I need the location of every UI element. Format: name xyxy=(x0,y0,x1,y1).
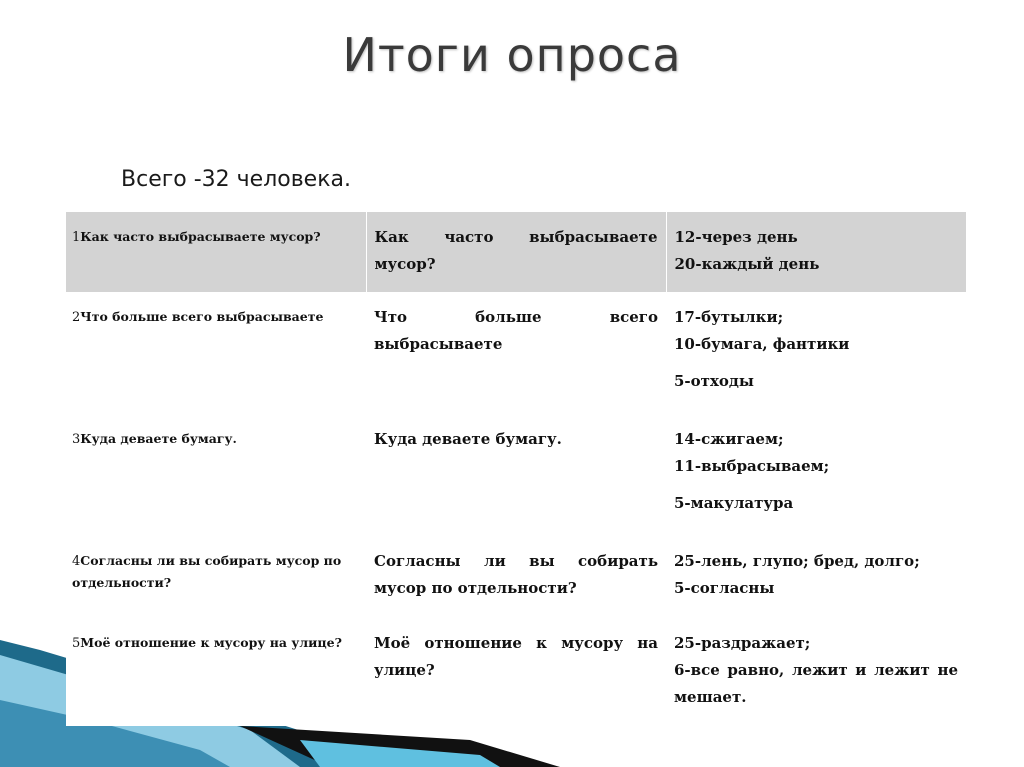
answer-line: 20-каждый день xyxy=(674,255,820,273)
answer-line: 12-через день xyxy=(674,228,798,246)
answer-line: 11-выбрасываем; xyxy=(674,457,830,475)
question-short xyxy=(66,292,366,414)
answer-line: 17-бутылки; xyxy=(674,308,784,326)
question-number: 5 xyxy=(72,636,81,651)
question-short xyxy=(66,618,366,722)
table-row xyxy=(66,536,966,618)
answer-line: 5-отходы xyxy=(674,372,754,390)
question-text: Что больше всего выбрасываете xyxy=(80,309,324,324)
answers-cell xyxy=(666,536,966,618)
question-short xyxy=(66,536,366,618)
table-row xyxy=(66,212,966,292)
table-row xyxy=(66,618,966,722)
survey-table-container xyxy=(66,212,966,726)
answer-line: 5-согласны xyxy=(674,579,775,597)
question-text: Согласны ли вы собирать мусор по отдельности? xyxy=(72,553,342,590)
question-text: Как часто выбрасываете мусор? xyxy=(80,229,321,244)
table-row xyxy=(66,292,966,414)
question-full: Что больше всего выбрасываете xyxy=(374,308,658,353)
question-number: 1 xyxy=(72,230,81,245)
question-text: Моё отношение к мусору на улице? xyxy=(80,635,342,650)
table-row xyxy=(66,414,966,536)
question-full: Как часто выбрасываете мусор? xyxy=(366,212,666,292)
question-number: 2 xyxy=(72,310,81,325)
answer-line: 14-сжигаем; xyxy=(674,430,784,448)
survey-table xyxy=(66,212,966,722)
question-short xyxy=(66,414,366,536)
question-text: Куда деваете бумагу. xyxy=(80,431,237,446)
respondent-count: Всего -32 человека. xyxy=(121,167,351,192)
answers-cell xyxy=(666,414,966,536)
answers-cell xyxy=(666,292,966,414)
answers-cell xyxy=(666,618,966,722)
answer-line: 6-все равно, лежит и лежит не мешает. xyxy=(674,661,958,706)
answer-line: 10-бумага, фантики xyxy=(674,335,850,353)
question-number: 3 xyxy=(72,432,81,447)
answer-line: 25-лень, глупо; бред, долго; xyxy=(674,552,920,570)
page-title: Итоги опроса xyxy=(342,28,682,82)
question-number: 4 xyxy=(72,554,81,569)
question-full: Согласны ли вы собирать мусор по отдельности? xyxy=(374,552,658,597)
question-full: Моё отношение к мусору на улице? xyxy=(374,634,658,679)
question-short xyxy=(66,212,366,292)
answer-line: 25-раздражает; xyxy=(674,634,811,652)
answers-cell xyxy=(666,212,966,292)
answer-line: 5-макулатура xyxy=(674,494,794,512)
question-full: Куда деваете бумагу. xyxy=(374,430,562,448)
